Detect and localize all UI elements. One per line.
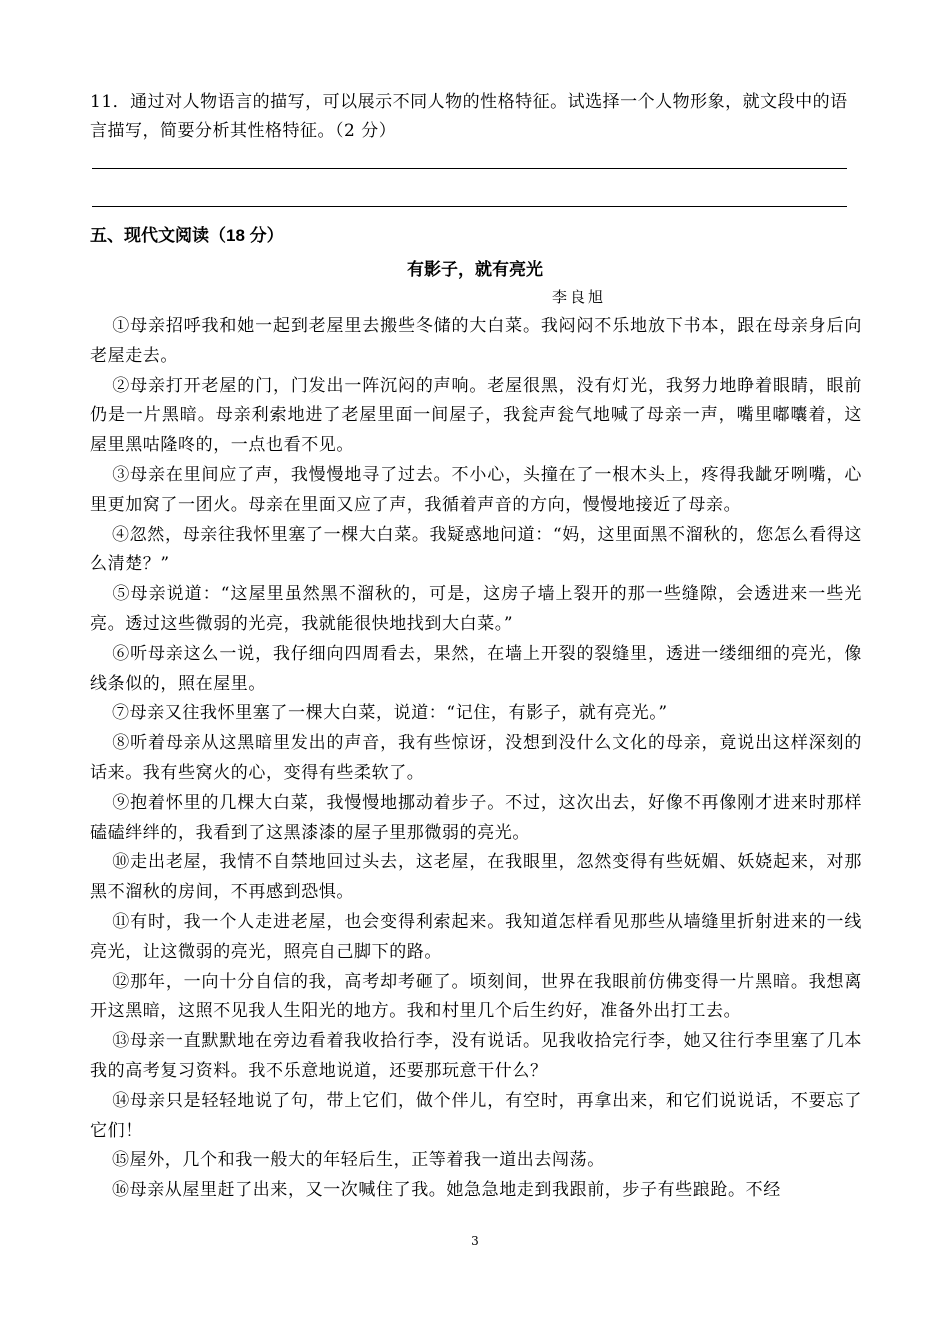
paragraph: ⑧听着母亲从这黑暗里发出的声音，我有些惊讶，没想到没什么文化的母亲，竟说出这样深刻的话来。我有些窝火的心，变得有些柔软了。 <box>90 733 862 783</box>
paragraph: ④忽然，母亲往我怀里塞了一棵大白菜。我疑惑地问道：“妈，这里面黑不溜秋的，您怎么看得这么清楚？” <box>90 524 862 575</box>
paragraph: ⑩走出老屋，我情不自禁地回过头去，这老屋，在我眼里，忽然变得有些妩媚、妖娆起来，对那黑不溜秋的房间，不再感到恐惧。 <box>90 852 862 903</box>
paragraph: ③母亲在里间应了声，我慢慢地寻了过去。不小心，头撞在了一根木头上，疼得我龇牙咧嘴，心里更加窝了一团火。母亲在里面又应了声，我循着声音的方向，慢慢地接近了母亲。 <box>90 464 862 515</box>
paragraph: ⑬母亲一直默默地在旁边看着我收拾行李，没有说话。见我收拾完行李，她又往行李里塞了几本我的高考复习资料。我不乐意地说道，还要那玩意干什么？ <box>90 1031 862 1081</box>
answer-line <box>92 206 847 207</box>
answer-line <box>92 168 847 169</box>
section-heading: 五、现代文阅读（18 分） <box>90 226 284 245</box>
paragraph: ⑦母亲又往我怀里塞了一棵大白菜，说道：“记住，有影子，就有亮光。” <box>112 703 668 724</box>
paragraph: ⑫那年，一向十分自信的我，高考却考砸了。顷刻间，世界在我眼前仿佛变得一片黑暗。我想离开这黑暗，这照不见我人生阳光的地方。我和村里几个后生约好，准备外出打工去。 <box>90 971 862 1022</box>
paragraph: ⑮屋外，几个和我一般大的年轻后生，正等着我一道出去闯荡。 <box>112 1150 605 1171</box>
question-11: 11．通过对人物语言的描写，可以展示不同人物的性格特征。试选择一个人物形象，就文段中的语言描写，简要分析其性格特征。（2 分） <box>90 92 848 141</box>
article-title: 有影子，就有亮光 <box>407 260 543 279</box>
article-body <box>90 312 862 1206</box>
paragraph: ⑭母亲只是轻轻地说了句，带上它们，做个伴儿，有空时，再拿出来，和它们说说话，不要忘了它们！ <box>90 1090 862 1141</box>
paragraph: ⑯母亲从屋里赶了出来，又一次喊住了我。她急急地走到我跟前，步子有些踉跄。不经 <box>112 1180 781 1201</box>
paragraph: ⑨抱着怀里的几棵大白菜，我慢慢地挪动着步子。不过，这次出去，好像不再像刚才进来时那样磕磕绊绊的，我看到了这黑漆漆的屋子里那微弱的亮光。 <box>90 792 862 843</box>
paragraph: ⑥听母亲这么一说，我仔细向四周看去，果然，在墙上开裂的裂缝里，透进一缕细细的亮光，像线条似的，照在屋里。 <box>90 643 862 694</box>
paragraph: ⑤母亲说道：“这屋里虽然黑不溜秋的，可是，这房子墙上裂开的那一些缝隙，会透进来一些光亮。透过这些微弱的光亮，我就能很快地找到大白菜。” <box>90 584 862 634</box>
paragraph: ⑪有时，我一个人走进老屋，也会变得利索起来。我知道怎样看见那些从墙缝里折射进来的一线亮光，让这微弱的亮光，照亮自己脚下的路。 <box>90 911 862 962</box>
page-number: 3 <box>471 1234 479 1248</box>
paragraph: ①母亲招呼我和她一起到老屋里去搬些冬储的大白菜。我闷闷不乐地放下书本，跟在母亲身后向老屋走去。 <box>90 316 862 366</box>
paragraph: ②母亲打开老屋的门，门发出一阵沉闷的声响。老屋很黑，没有灯光，我努力地睁着眼睛，眼前仍是一片黑暗。母亲利索地进了老屋里面一间屋子，我瓮声瓮气地喊了母亲一声，嘴里嘟囔着，这屋里黑咕隆咚的，一点也看不见。 <box>90 375 862 456</box>
article-author: 李良旭 <box>552 288 607 306</box>
